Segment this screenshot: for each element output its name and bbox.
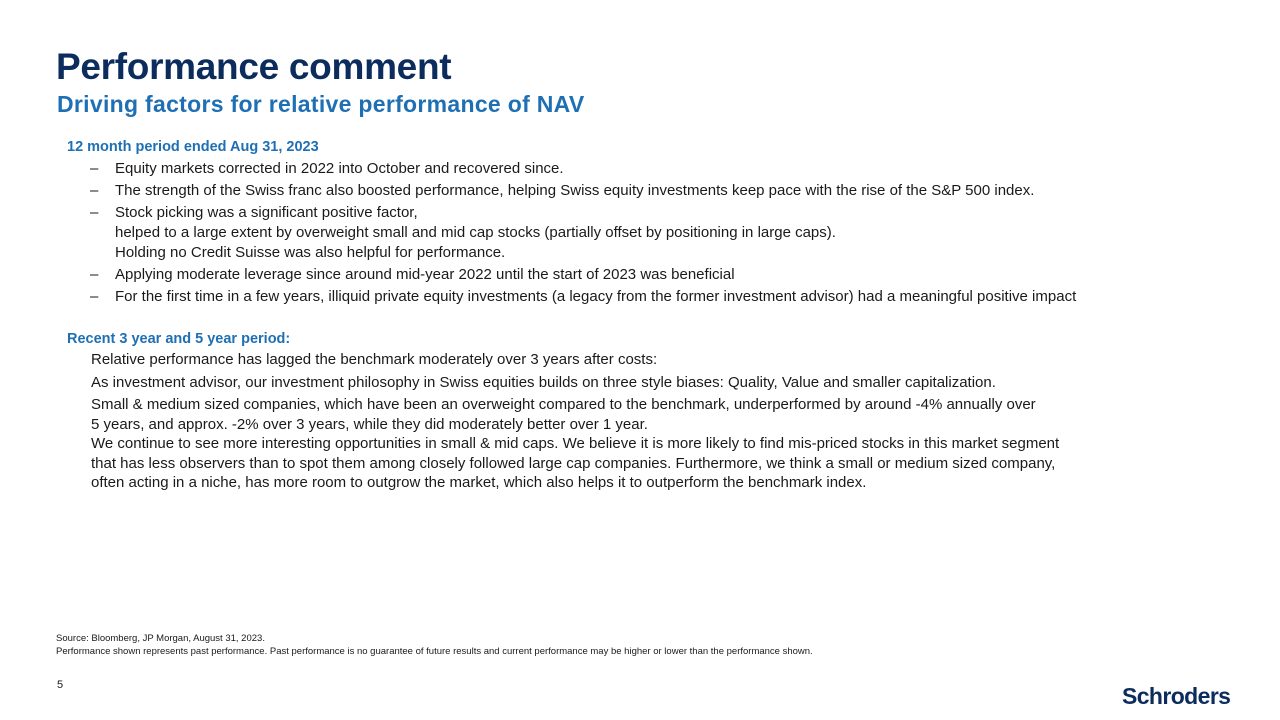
dash-marker: – xyxy=(90,266,99,283)
paragraph-line: that has less observers than to spot them among closely followed large cap companies. Furthermore, we think a small or medium sized company, xyxy=(91,454,1056,472)
bullet-item xyxy=(90,159,1250,179)
bullet-text: For the first time in a few years, illiquid private equity investments (a legacy from the former investment advisor) had a meaningful positive impact xyxy=(115,288,1077,305)
bullet-text: Equity markets corrected in 2022 into October and recovered since. xyxy=(115,160,564,177)
bullet-text: Applying moderate leverage since around mid-year 2022 until the start of 2023 was beneficial xyxy=(115,266,735,283)
source-note: Source: Bloomberg, JP Morgan, August 31, 2023. xyxy=(56,633,265,644)
paragraph-line: Small & medium sized companies, which have been an overweight compared to the benchmark, underperformed by around -4% annually over xyxy=(91,396,1036,413)
page-subtitle: Driving factors for relative performance of NAV xyxy=(57,91,585,117)
section-heading-3-5-year: Recent 3 year and 5 year period: xyxy=(67,331,291,347)
bullet-text: Stock picking was a significant positive factor, xyxy=(115,204,418,221)
paragraph-line: 5 years, and approx. -2% over 3 years, while they did moderately better over 1 year. xyxy=(91,415,648,433)
paragraph-line: As investment advisor, our investment philosophy in Swiss equities builds on three style biases: Quality, Value and smaller capitalization. xyxy=(91,373,996,391)
paragraph-line: often acting in a niche, has more room to outgrow the market, which also helps it to outperform the benchmark index. xyxy=(91,474,867,491)
footer-notes xyxy=(56,632,813,658)
bullet-list-12-month xyxy=(90,159,1250,309)
bullet-item xyxy=(90,181,1250,201)
dash-marker: – xyxy=(90,288,99,305)
bullet-text: Holding no Credit Suisse was also helpful for performance. xyxy=(115,244,506,261)
section-heading-12-month: 12 month period ended Aug 31, 2023 xyxy=(67,139,319,155)
bullet-text: helped to a large extent by overweight small and mid cap stocks (partially offset by positioning in large caps). xyxy=(115,224,836,241)
bullet-item xyxy=(90,287,1250,307)
disclaimer-note: Performance shown represents past performance. Past performance is no guarantee of future results and current performance may be higher or lower than the performance shown. xyxy=(56,646,813,657)
page-title: Performance comment xyxy=(56,46,452,87)
bullet-item xyxy=(90,265,1250,285)
paragraph-3-5-year xyxy=(91,350,1241,493)
schroders-logo: Schroders xyxy=(1122,683,1231,709)
dash-marker: – xyxy=(90,160,99,177)
paragraph-line: We continue to see more interesting opportunities in small & mid caps. We believe it is more likely to find mis-priced stocks in this market segment xyxy=(91,435,1060,452)
bullet-item xyxy=(90,203,1250,263)
dash-marker: – xyxy=(90,182,99,199)
paragraph-line: Relative performance has lagged the benchmark moderately over 3 years after costs: xyxy=(91,351,658,368)
bullet-text: The strength of the Swiss franc also boosted performance, helping Swiss equity investments keep pace with the rise of the S&P 500 index. xyxy=(115,182,1035,199)
page-number: 5 xyxy=(57,679,64,691)
dash-marker: – xyxy=(90,204,99,221)
